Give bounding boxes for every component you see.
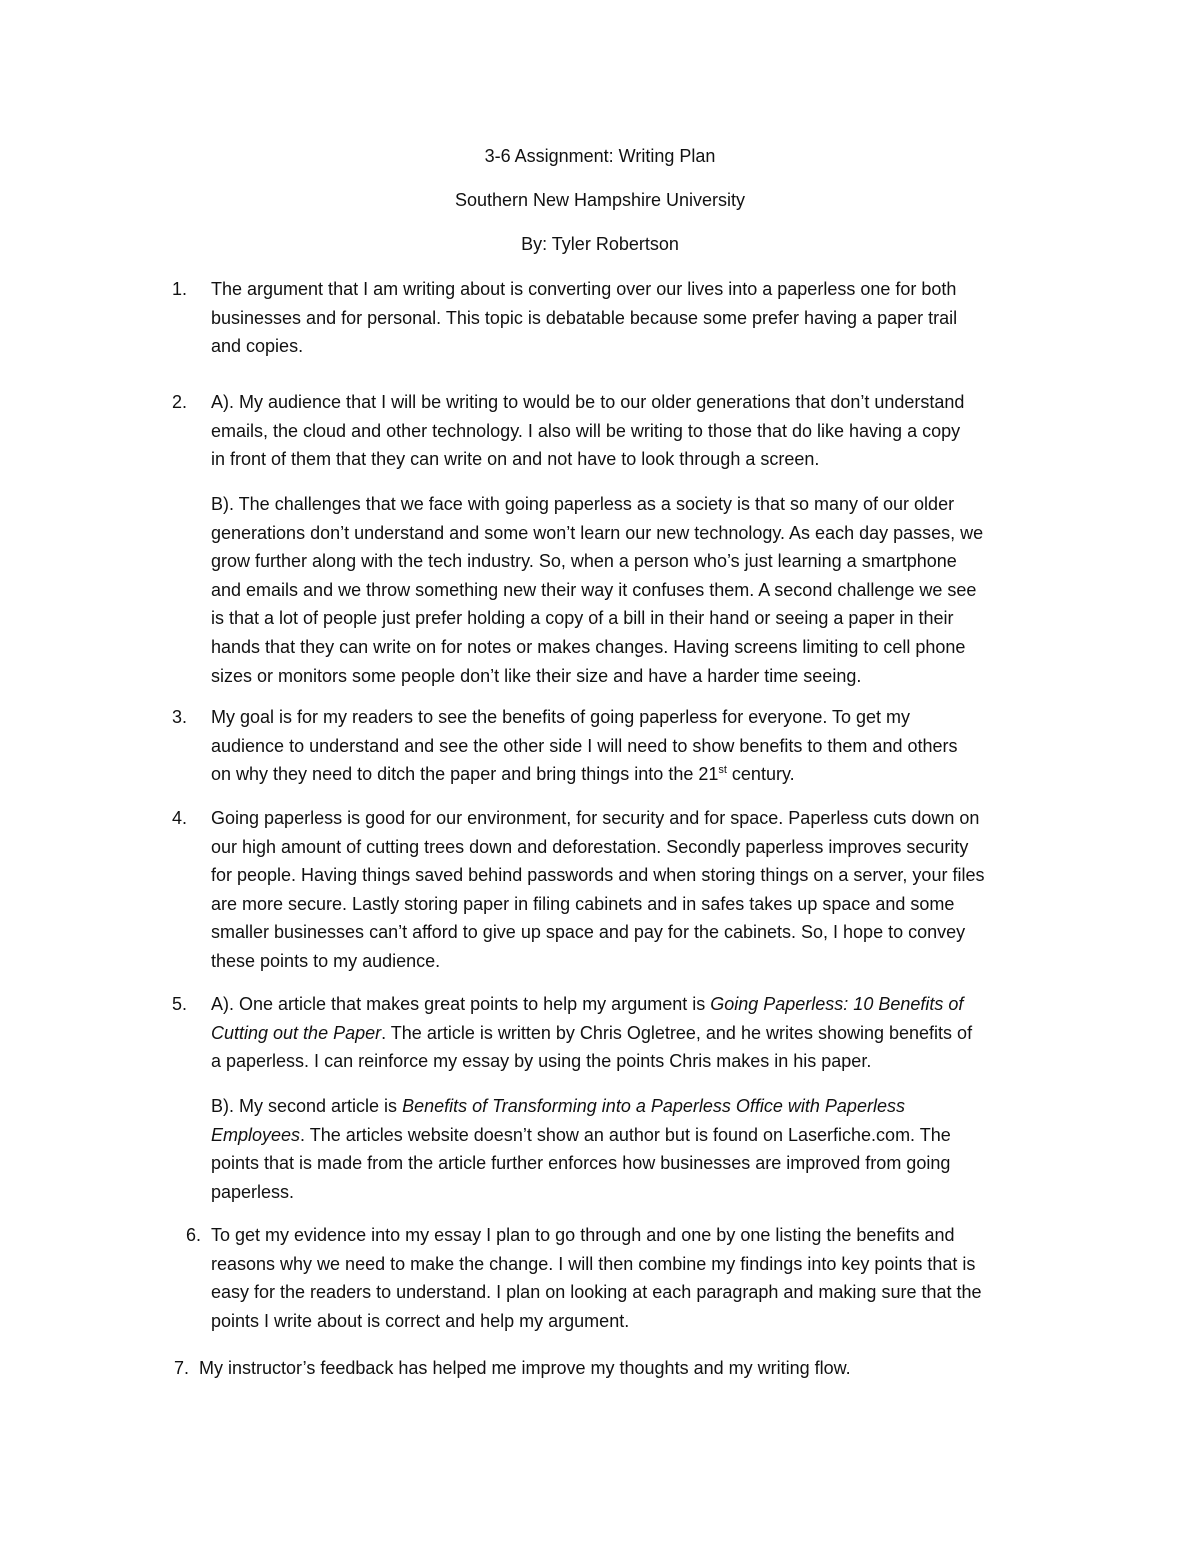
item-2-part-b: [211, 490, 1061, 690]
item-line: our high amount of cutting trees down and deforestation. Secondly paperless improves security: [211, 836, 969, 857]
item-line: Going paperless is good for our environment, for security and for space. Paperless cuts down on: [211, 808, 980, 828]
item-line: A). My audience that I will be writing to would be to our older generations that don’t understand: [211, 392, 965, 412]
article-title: Employees: [211, 1124, 301, 1145]
item-line: these points to my audience.: [211, 950, 441, 971]
item-number: 7.: [174, 1358, 190, 1378]
item-line: sizes or monitors some people don’t like their size and have a harder time seeing.: [211, 665, 862, 686]
item-line: The argument that I am writing about is converting over our lives into a paperless one for both: [211, 279, 957, 299]
document-title: 3-6 Assignment: Writing Plan: [484, 146, 716, 166]
article-title: Cutting out the Paper: [211, 1022, 382, 1043]
item-line: smaller businesses can’t afford to give up space and pay for the cabinets. So, I hope to convey: [211, 922, 966, 943]
item-line: and copies.: [211, 336, 304, 357]
item-number: 6.: [186, 1225, 202, 1245]
item-number: 1.: [172, 279, 188, 299]
item-line: reasons why we need to make the change. I will then combine my findings into key points that is: [211, 1253, 976, 1274]
item-line: B). The challenges that we face with going paperless as a society is that so many of our older: [211, 494, 955, 514]
school-name: Southern New Hampshire University: [454, 190, 746, 210]
item-line: grow further along with the tech industry. So, when a person who’s just learning a smartphone: [211, 551, 957, 572]
item-line-end: century.: [726, 764, 795, 785]
item-line: My instructor’s feedback has helped me improve my thoughts and my writing flow.: [199, 1358, 851, 1378]
item-line: . The article is written by Chris Ogletree, and he writes showing benefits of: [381, 1022, 973, 1043]
item-line: a paperless. I can reinforce my essay by using the points Chris makes in his paper.: [211, 1051, 872, 1072]
item-line: businesses and for personal. This topic is debatable because some prefer having a paper trail: [211, 307, 958, 328]
item-number: 4.: [172, 808, 188, 828]
item-line: is that a lot of people just prefer holding a copy of a bill in their hand or seeing a paper in their: [211, 608, 954, 629]
item-line: are more secure. Lastly storing paper in filing cabinets and in safes takes up space and some: [211, 893, 955, 914]
item-line: on why they need to ditch the paper and bring things into the 21: [211, 764, 719, 785]
item-line: points that is made from the article further enforces how businesses are improved from going: [211, 1153, 951, 1174]
item-line: To get my evidence into my essay I plan to go through and one by one listing the benefits and: [211, 1225, 955, 1245]
item-line: hands that they can write on for notes or makes changes. Having screens limiting to cell phone: [211, 636, 966, 657]
item-line: emails, the cloud and other technology. I also will be writing to those that do like having a copy: [211, 420, 961, 441]
article-title: Going Paperless: 10 Benefits of: [710, 994, 964, 1014]
item-line: in front of them that they can write on and not have to look through a screen.: [211, 449, 820, 470]
item-line: A). One article that makes great points to help my argument is: [211, 994, 711, 1014]
item-line: B). My second article is: [211, 1096, 403, 1116]
item-number: 5.: [172, 994, 188, 1014]
author-line: By: Tyler Robertson: [521, 234, 679, 254]
item-line: audience to understand and see the other side I will need to show benefits to them and others: [211, 735, 958, 756]
item-line: generations don’t understand and some won’t learn our new technology. As each day passes, we: [211, 522, 984, 543]
item-line: paperless.: [211, 1181, 295, 1202]
item-line: and emails and we throw something new their way it confuses them. A second challenge we see: [211, 579, 977, 600]
item-line: points I write about is correct and help my argument.: [211, 1310, 630, 1331]
item-number: 3.: [172, 707, 188, 727]
item-line: easy for the readers to understand. I plan on looking at each paragraph and making sure that the: [211, 1282, 982, 1303]
item-5-part-b: [211, 1092, 1061, 1206]
item-number: 2.: [172, 392, 188, 412]
item-line: My goal is for my readers to see the benefits of going paperless for everyone. To get my: [211, 707, 911, 727]
item-line: . The articles website doesn’t show an author but is found on Laserfiche.com. The: [300, 1124, 951, 1145]
article-title: Benefits of Transforming into a Paperless Office with Paperless: [402, 1096, 905, 1116]
item-line: for people. Having things saved behind passwords and when storing things on a server, your files: [211, 865, 985, 886]
ordinal-suffix: st: [718, 764, 727, 777]
